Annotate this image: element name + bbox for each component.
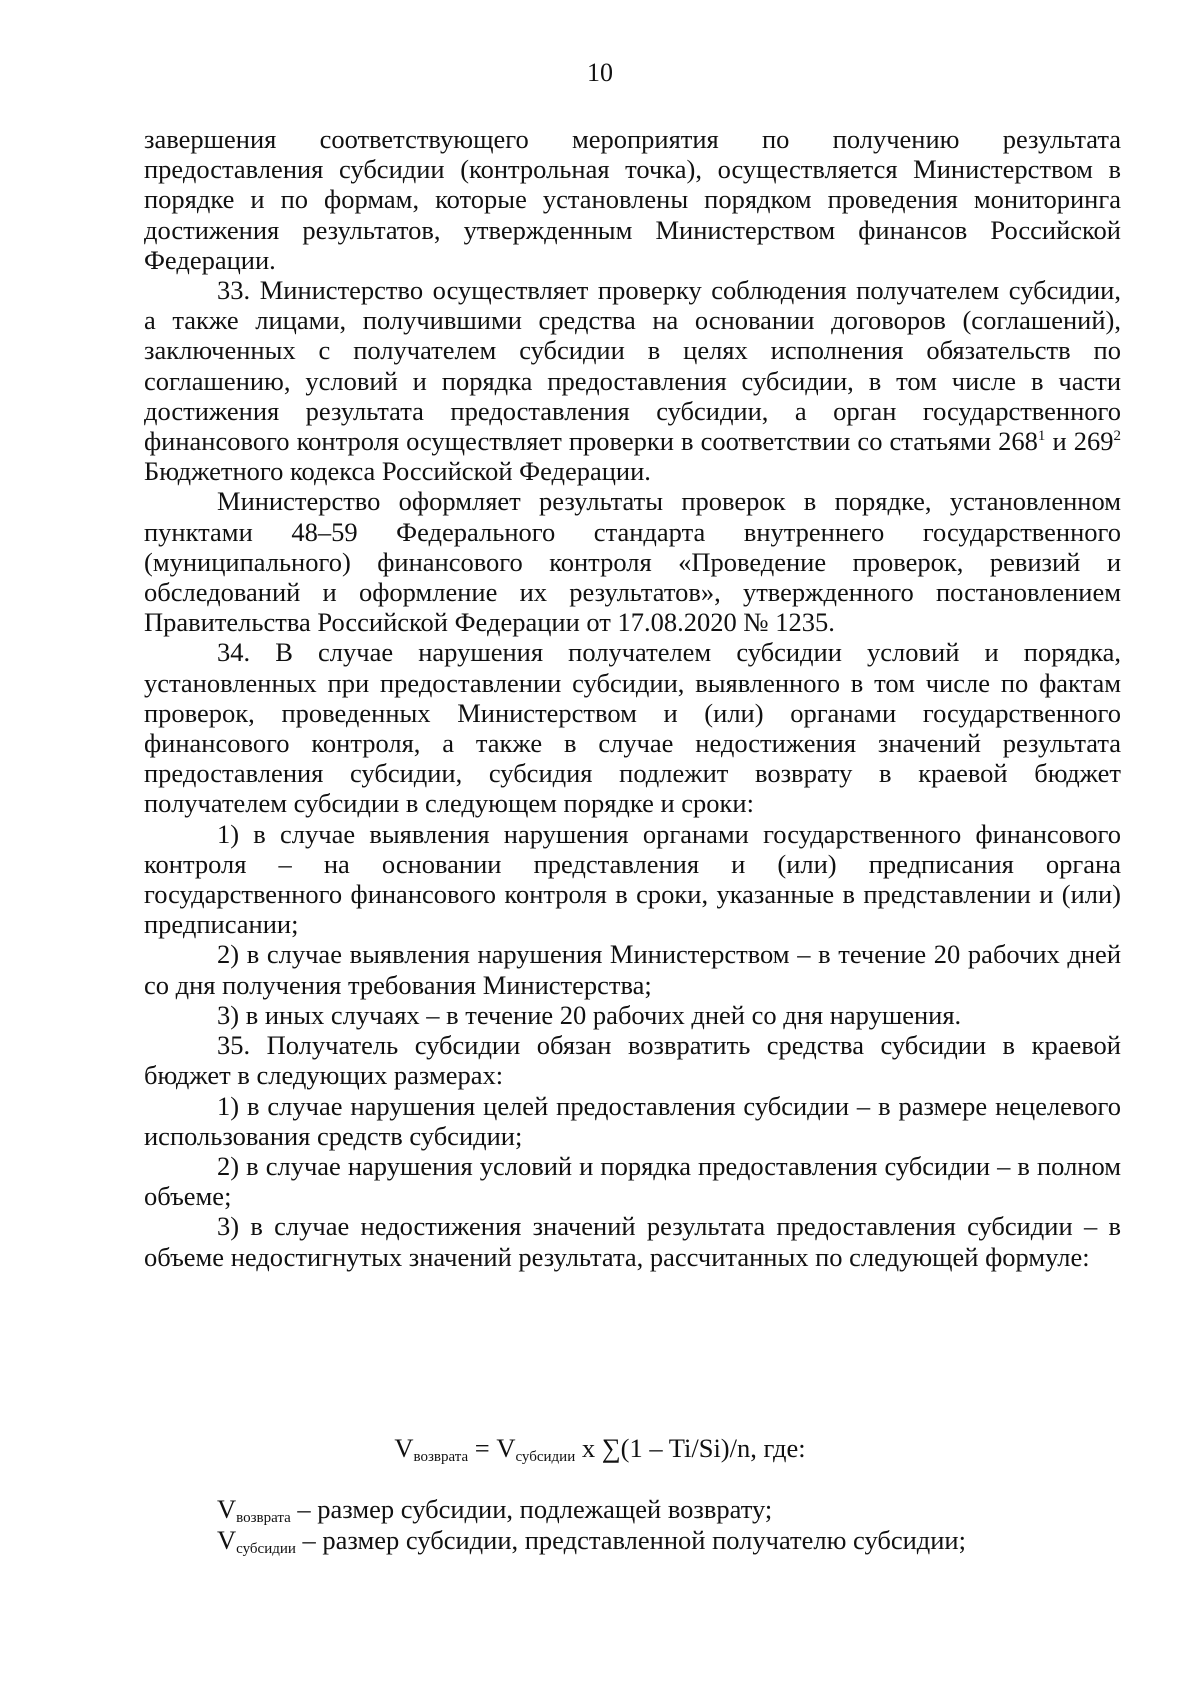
- paragraph-33: [144, 275, 1121, 486]
- definition-text: – размер субсидии, представленной получателю субсидии;: [295, 1525, 966, 1555]
- definition-v-refund: [217, 1494, 1117, 1525]
- definition-subscript: субсидии: [236, 1541, 296, 1557]
- formula-definitions: [217, 1494, 1117, 1556]
- formula-v-refund: V: [394, 1433, 414, 1463]
- paragraph-inspection-results: Министерство оформляет результаты проверок в порядке, установленном пунктами 48–59 Федерального стандарта внутреннего государственного (муниципального) финансового контроля «Проведение проверок, ревизий и обследований и оформление их результатов», утвержденного постановлением Правительства Российской Федерации от 17.08.2020 № 1235.: [144, 486, 1121, 638]
- footnote-superscript-2: 2: [1113, 428, 1121, 445]
- paragraph-35: 35. Получатель субсидии обязан возвратить средства субсидии в краевой бюджет в следующих размерах:: [144, 1030, 1121, 1091]
- definition-symbol: V: [217, 1525, 237, 1555]
- formula-expression: x ∑(1 – Ti/Si)/n, где:: [575, 1433, 806, 1463]
- paragraph-34: 34. В случае нарушения получателем субсидии условий и порядка, установленных при предоставлении субсидии, выявленного в том числе по фактам проверок, проведенных Министерством и (или) органами государственного финансового контроля, а также в случае недостижения значений результата предоставления субсидии, субсидия подлежит возврату в краевой бюджет получателем субсидии в следующем порядке и сроки:: [144, 637, 1121, 819]
- paragraph-35-item-3: 3) в случае недостижения значений результата предоставления субсидии – в объеме недостигнутых значений результата, рассчитанных по следующей формуле:: [144, 1211, 1121, 1272]
- definition-v-subsidy: [217, 1525, 1117, 1556]
- refund-formula: [0, 1432, 1200, 1464]
- paragraph-continuation: завершения соответствующего мероприятия по получению результата предоставления субсидии (контрольная точка), осуществляется Министерством в порядке и по формам, которые установлены порядком проведения мониторинга достижения результатов, утвержденным Министерством финансов Российской Федерации.: [144, 124, 1121, 275]
- paragraph-35-item-2: 2) в случае нарушения условий и порядка предоставления субсидии – в полном объеме;: [144, 1150, 1121, 1212]
- definition-symbol: V: [217, 1494, 237, 1524]
- footnote-superscript-1: 1: [1037, 428, 1046, 445]
- paragraph-33-text-a: 33. Министерство осуществляет проверку соблюдения получателем субсидии, а также лицами, получившими средства на основании договоров (соглашений), заключенных с получателем субсидии в целях исполнения обязательств по соглашению, условий и порядка предоставления субсидии, в том числе в части достижения результата предоставления субсидии, а орган государственного финансового контроля осуществляет проверки в соответствии со статьями 268: [144, 275, 1121, 457]
- formula-sub-subsidy: субсидии: [515, 1449, 576, 1465]
- formula-equals-v: = V: [468, 1433, 516, 1463]
- paragraph-34-item-1: 1) в случае выявления нарушения органами государственного финансового контроля – на основании представления и (или) предписания органа государственного финансового контроля в сроки, указанные в представлении и (или) предписании;: [144, 818, 1121, 940]
- paragraph-35-item-1: 1) в случае нарушения целей предоставления субсидии – в размере нецелевого использования средств субсидии;: [144, 1090, 1121, 1151]
- definition-subscript: возврата: [236, 1510, 291, 1526]
- paragraph-33-text-b: и 269: [1045, 426, 1114, 457]
- definition-text: – размер субсидии, подлежащей возврату;: [290, 1494, 773, 1524]
- document-body: [144, 124, 1121, 1272]
- formula-sub-refund: возврата: [413, 1449, 469, 1465]
- page-number: 10: [587, 58, 613, 87]
- paragraph-34-item-3: 3) в иных случаях – в течение 20 рабочих дней со дня нарушения.: [217, 999, 962, 1030]
- paragraph-33-text-c: Бюджетного кодекса Российской Федерации.: [144, 456, 651, 487]
- paragraph-34-item-2: 2) в случае выявления нарушения Министерством – в течение 20 рабочих дней со дня получения требования Министерства;: [144, 939, 1121, 1000]
